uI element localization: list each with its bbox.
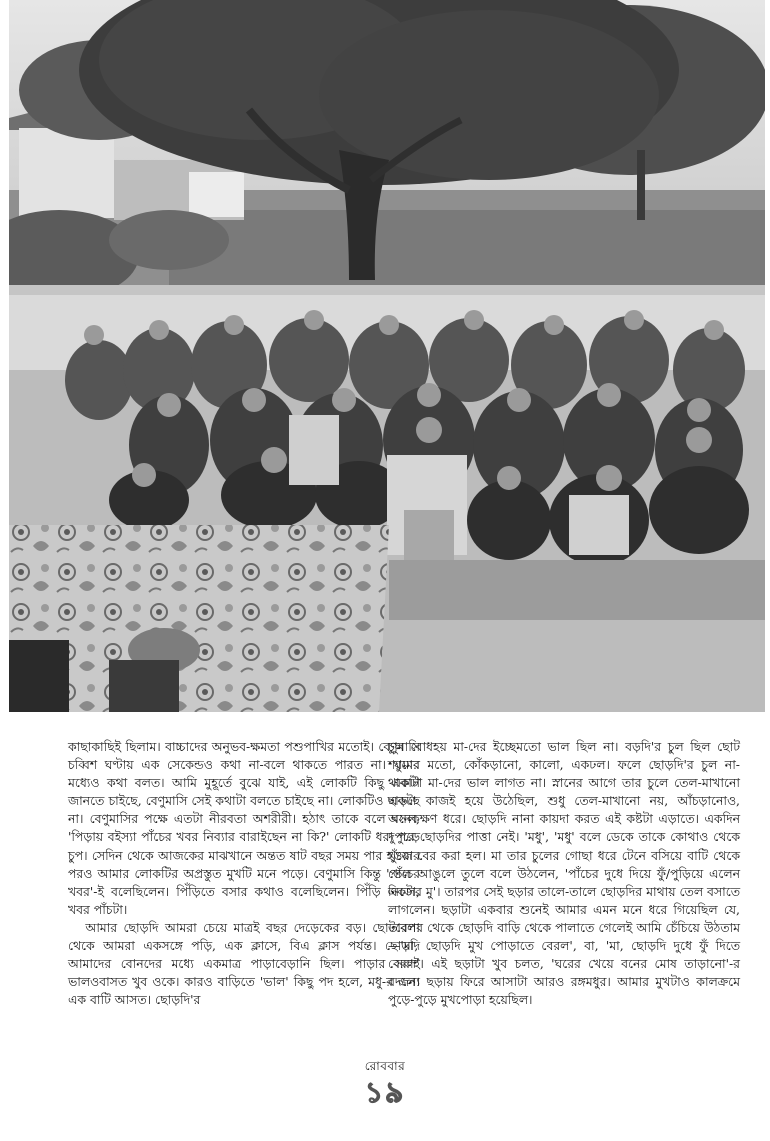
magazine-name: রোববার <box>364 1059 406 1073</box>
paragraph: আমার ছোড়দি আমরা চেয়ে মাত্রই বছর দেড়েকের বড়। ছোটবেলা থেকে আমরা একসঙ্গে পড়ি, এক ক্লাসে, বিএ ক্লাস পর্যন্ত। ছোড়দি আমাদের বোনদের মধ্যে একমাত্র পাড়াবেড়ানি ছিল। পাড়ার সবাই ভালওবাসত খুব ওকে। কারও বাড়িতে 'ভাল' কিছু পদ হলে, মধু-র জন্য এক বাটি আসত। ছোড়দি'র <box>68 919 420 1008</box>
paragraph: চুল বোধহয় মা-দের ইচ্ছেমতো ভাল ছিল না। বড়দি'র চুল ছিল ছোট শ্যামার মতো, কোঁকড়ানো, কালো, একঢল। ফলে ছোড়দি'র চুল না-থাকাটা মা-দের ভাল লাগত না। স্নানের আগে তার চুলে তেল-মাখানো একটা কাজই হয়ে উঠেছিল, শুধু তেল-মাখানো নয়, আঁচড়ানোও, অনেকক্ষণ ধরে। ছোড়দি নানা কায়দা করত এই কষ্টটা এড়াতে। একদিন দুপুরে ছোড়দির পাত্তা নেই। 'মধু', 'মধু' বলে ডেকে তাকে কোথাও থেকে খুঁজে বের করা হল। মা তার চুলের গোছা ধরে টেনে বসিয়ে বাটি থেকে তেল আঙুলে তুলে বলে উঠলেন, 'পাঁচের দুধে দিয়ে ফুঁ/পুড়িয়ে এলেন নিজের মু'। তারপর সেই ছড়ার তালে-তালে ছোড়দির মাথায় তেল বসাতে লাগলেন। ছড়াটা একবার শুনেই আমার এমন মনে ধরে গিয়েছিল যে, তারপর থেকে ছোড়দি বাড়ি থেকে পালাতে গেলেই আমি চেঁচিয়ে উঠতাম—'মা, ছোড়দি মুখ পোড়াতে বেরল', বা, 'মা, ছোড়দি দুধে ফুঁ দিতে বেরল'। এই ছড়াটা খুব চলত, 'ঘরের খেয়ে বনের মোষ তাড়ানো'-র বদলে। ছড়ায় ফিরে আসাটা আরও রঙ্গমধুর। আমার মুখটাও কালক্রমে পুড়ে-পুড়ে মুখপোড়া হয়েছিল। <box>388 739 740 1008</box>
text-column-right <box>388 738 740 1009</box>
text-column-left <box>68 738 420 1009</box>
page-footer <box>0 1058 770 1108</box>
paragraph: কাছাকাছিই ছিলাম। বাচ্চাদের অনুভব-ক্ষমতা পশুপাখির মতোই। বেণুমাসি চব্বিশ ঘণ্টায় এক সেকেন্ডও কথা না-বলে থাকতে পারত না। ঘুমের মধ্যেও কথা বলত। আমি মুহূর্তে বুঝে যাই, এই লোকটি কিছু একটা জানতে চাইছে, বেণুমাসি সেই কথাটা বলতে চাইছে না। লোকটিও ছাড়ছে না। বেণুমাসির পক্ষে এতটা নীরবতা অশরীরী। হঠাৎ তাকে বলে বসল, 'পিড়ায় বইস্যা পাঁচের খবর নিব্যার বারাইছেন না কি?' লোকটি ধরা পড়ে চুপ। সেদিন থেকে আজকের মাঝখানে অন্তত ষাট বছর সময় পার হওয়ার পরও আমার লোকটির অপ্রস্তুত মুখটি মনে পড়ে। বেণুমাসি কিন্তু 'পাঁচের খবর'-ই বলেছিলেন। পিঁড়িতে বসার কথাও বলেছিলেন। পিঁড়ি একটা, খবর পাঁচটা। <box>68 739 420 917</box>
page-number: ১৯ <box>364 1076 406 1109</box>
article-photo <box>9 0 765 712</box>
village-gathering-photo <box>9 0 765 712</box>
